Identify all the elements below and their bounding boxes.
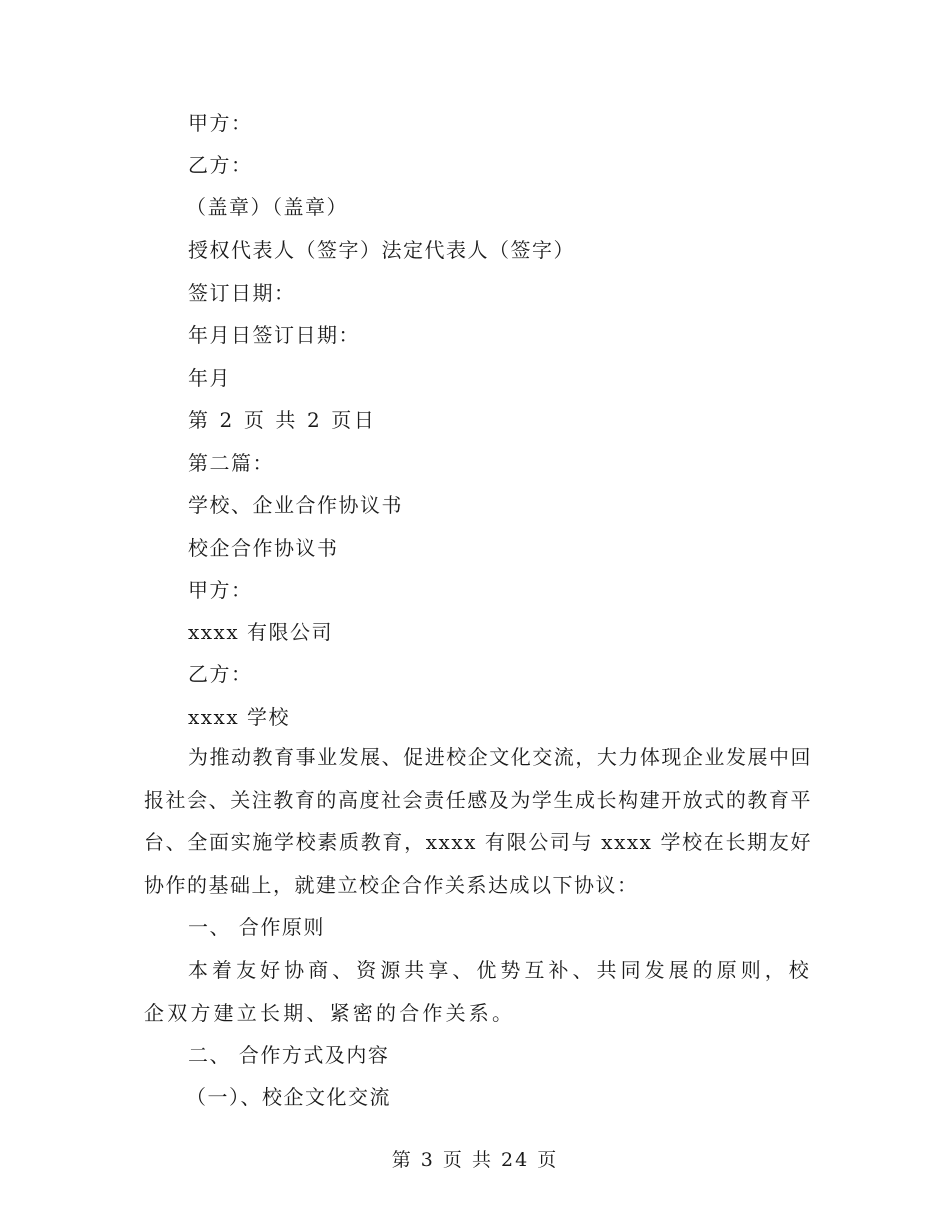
document-subtitle: 校企合作协议书	[188, 536, 339, 560]
party-a-label: 甲方：	[188, 111, 253, 135]
section-2-heading: 二、 合作方式及内容	[188, 1043, 390, 1067]
representative-signature-line: 授权代表人（签字）法定代表人（签字）	[188, 238, 575, 262]
signing-date-label: 签订日期：	[188, 281, 296, 305]
party-a-label-2: 甲方：	[188, 578, 253, 602]
chapter-heading: 第二篇：	[188, 451, 274, 475]
party-b-label-2: 乙方：	[188, 662, 253, 686]
subsection-1-heading: （一）、校企文化交流	[186, 1085, 391, 1109]
section-1-heading: 一、 合作原则	[188, 915, 325, 939]
inline-page-marker: 第 2 页 共 2 页日	[188, 408, 377, 432]
year-month-line: 年月	[188, 366, 231, 390]
page-footer: 第 3 页 共 24 页	[391, 1149, 559, 1171]
party-b-label: 乙方：	[188, 153, 253, 177]
principle-paragraph: 本着友好协商、资源共享、优势互补、共同发展的原则，校企双方建立长期、紧密的合作关系。	[144, 958, 812, 1025]
date-line: 年月日签订日期：	[188, 323, 360, 347]
party-a-name: xxxx 有限公司	[188, 620, 333, 644]
intro-paragraph: 为推动教育事业发展、促进校企文化交流，大力体现企业发展中回报社会、关注教育的高度社会责任感及为学生成长构建开放式的教育平台、全面实施学校素质教育，xxxx 有限公司与 xxxx 学校在长期友好协作的基础上，就建立校企合作关系达成以下协议：	[144, 745, 812, 897]
party-b-name: xxxx 学校	[188, 705, 290, 729]
document-title: 学校、企业合作协议书	[188, 493, 403, 517]
seal-line: （盖章）（盖章）	[186, 195, 348, 219]
